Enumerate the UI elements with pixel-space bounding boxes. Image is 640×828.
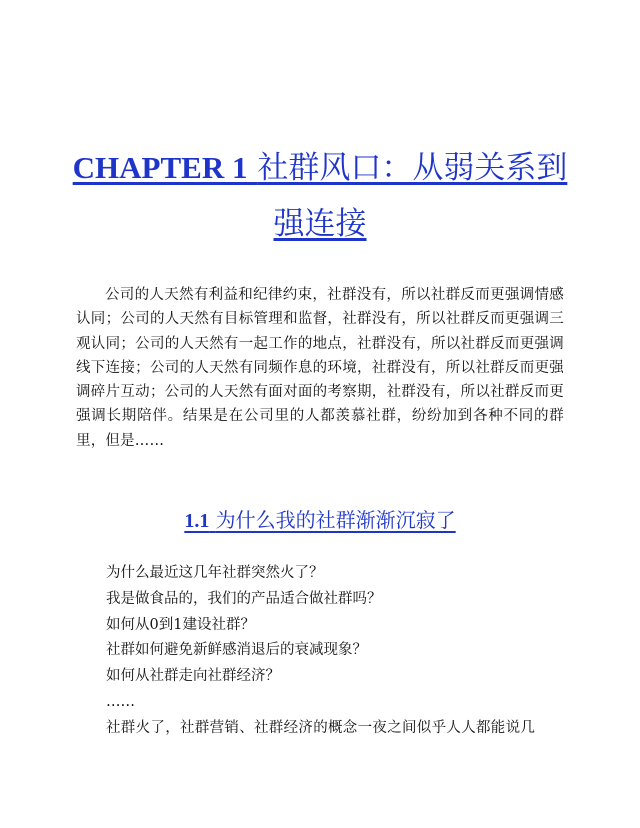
question-list: [106, 561, 576, 716]
section-number: 1.1: [184, 510, 210, 532]
intro-paragraph: 公司的人天然有利益和纪律约束，社群没有，所以社群反而更强调情感认同；公司的人天然有目标管理和监督，社群没有，所以社群反而更强调三观认同；公司的人天然有一起工作的地点，社群没有，所以社群反而更强调线下连接；公司的人天然有同频作息的环境，社群没有，所以社群反而更强调碎片互动；公司的人天然有面对面的考察期，社群没有，所以社群反而更强调长期陪伴。结果是在公司里的人都羡慕社群，纷纷加到各种不同的群里，但是……: [76, 287, 564, 449]
question-item: 如何从社群走向社群经济？: [106, 668, 280, 685]
section-heading: [60, 505, 580, 536]
chapter-heading: [60, 140, 580, 252]
ellipsis-item: ……: [106, 693, 135, 710]
chapter-heading-link[interactable]: [73, 150, 568, 242]
question-item: 我是做食品的，我们的产品适合做社群吗？: [106, 590, 382, 607]
chapter-title-text: 社群风口：从弱关系到强连接: [257, 150, 568, 242]
body-paragraph: 社群火了，社群营销、社群经济的概念一夜之间似乎人人都能说几: [106, 720, 536, 736]
section-title-text: 为什么我的社群渐渐沉寂了: [215, 508, 456, 532]
question-item: 为什么最近这几年社群突然火了？: [106, 565, 324, 581]
question-item: 如何从0到1建设社群？: [106, 616, 255, 633]
question-item: 社群如何避免新鲜感消退后的衰减现象？: [106, 642, 367, 659]
section-heading-link[interactable]: [184, 508, 455, 532]
chapter-number: CHAPTER 1: [72, 150, 248, 185]
